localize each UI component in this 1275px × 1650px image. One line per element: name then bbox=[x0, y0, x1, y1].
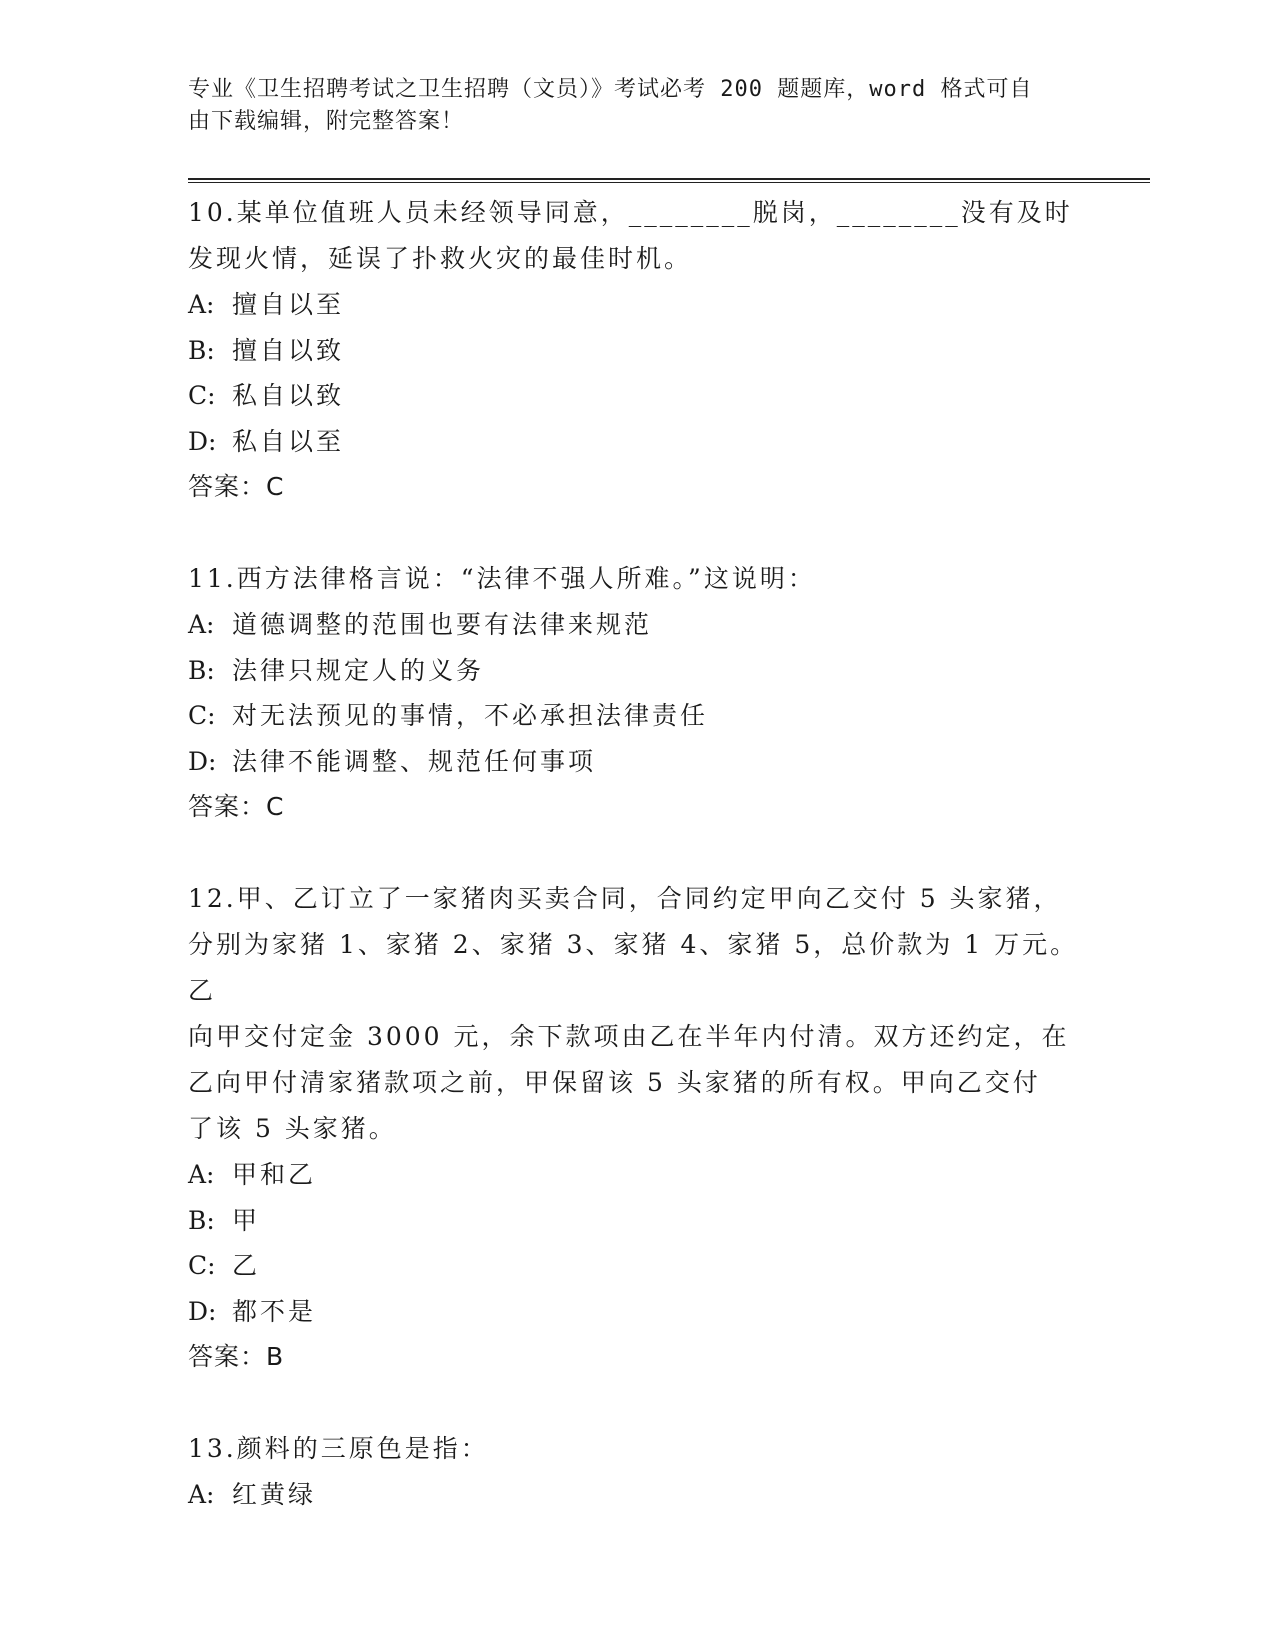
answer-key: 答案：C bbox=[188, 472, 285, 501]
option-label: C: bbox=[188, 701, 216, 730]
question-stem-line: 11.西方法律格言说：“法律不强人所难。”这说明： bbox=[188, 564, 816, 593]
header-line-2: 由下载编辑，附完整答案！ bbox=[188, 109, 465, 134]
option-text: 法律不能调整、规范任何事项 bbox=[232, 746, 597, 776]
option-label: A: bbox=[188, 1480, 215, 1509]
option-label: A: bbox=[188, 610, 215, 639]
answer-option bbox=[188, 648, 1088, 694]
question-stem-line: 13.颜料的三原色是指： bbox=[188, 1434, 489, 1463]
question-stem-line: 乙向甲付清家猪款项之前，甲保留该 5 头家猪的所有权。甲向乙交付 bbox=[188, 1068, 1041, 1097]
answer-option bbox=[188, 1472, 1088, 1518]
option-label: B: bbox=[188, 1205, 215, 1235]
option-label: C: bbox=[188, 381, 216, 410]
answer-key: 答案：B bbox=[188, 1342, 285, 1371]
answer-key: 答案：C bbox=[188, 792, 285, 821]
answer-option bbox=[188, 1243, 1088, 1289]
option-text: 乙 bbox=[232, 1251, 261, 1280]
question-stem-line: 分别为家猪 1、家猪 2、家猪 3、家猪 4、家猪 5，总价款为 1 万元。乙 bbox=[188, 930, 1079, 1005]
answer-option bbox=[188, 693, 1088, 739]
option-label: A: bbox=[188, 1160, 215, 1189]
answer-option bbox=[188, 373, 1088, 419]
option-text: 擅自以致 bbox=[232, 335, 345, 365]
question-stem-line: 向甲交付定金 3000 元，余下款项由乙在半年内付清。双方还约定，在 bbox=[188, 1022, 1070, 1051]
header-divider-thin bbox=[188, 182, 1150, 183]
option-text: 都不是 bbox=[232, 1296, 317, 1326]
answer-option bbox=[188, 328, 1088, 374]
option-text: 私自以至 bbox=[232, 426, 345, 456]
option-label: B: bbox=[188, 655, 215, 685]
question-spacer bbox=[188, 830, 1088, 876]
document-header bbox=[188, 74, 1088, 138]
header-line-1: 专业《卫生招聘考试之卫生招聘（文员）》考试必考 200 题题库，word 格式可自 bbox=[188, 77, 1033, 102]
option-text: 擅自以至 bbox=[232, 290, 345, 319]
question-stem-line: 12.甲、乙订立了一家猪肉买卖合同，合同约定甲向乙交付 5 头家猪， bbox=[188, 884, 1062, 913]
question-block bbox=[188, 556, 1088, 876]
option-text: 对无法预见的事情，不必承担法律责任 bbox=[232, 701, 709, 730]
option-text: 甲和乙 bbox=[232, 1160, 317, 1189]
question-spacer bbox=[188, 510, 1088, 556]
option-text: 法律只规定人的义务 bbox=[232, 655, 485, 685]
answer-option bbox=[188, 419, 1088, 465]
question-block bbox=[188, 190, 1088, 556]
option-label: B: bbox=[188, 335, 215, 365]
option-label: A: bbox=[188, 290, 215, 319]
answer-option bbox=[188, 282, 1088, 328]
option-text: 甲 bbox=[232, 1205, 261, 1235]
question-spacer bbox=[188, 1380, 1088, 1426]
option-text: 红黄绿 bbox=[232, 1480, 317, 1509]
option-label: D: bbox=[188, 1296, 217, 1326]
option-text: 道德调整的范围也要有法律来规范 bbox=[232, 610, 653, 639]
question-list bbox=[188, 190, 1088, 1518]
answer-option bbox=[188, 602, 1088, 648]
question-block bbox=[188, 1426, 1088, 1518]
answer-option bbox=[188, 1152, 1088, 1198]
question-stem-line: 了该 5 头家猪。 bbox=[188, 1114, 397, 1143]
option-label: D: bbox=[188, 746, 217, 776]
answer-option bbox=[188, 739, 1088, 785]
option-label: D: bbox=[188, 426, 217, 456]
answer-option bbox=[188, 1198, 1088, 1244]
question-block bbox=[188, 876, 1088, 1426]
option-label: C: bbox=[188, 1251, 216, 1280]
question-stem-line: 发现火情，延误了扑救火灾的最佳时机。 bbox=[188, 244, 693, 273]
question-stem-line: 10.某单位值班人员未经领导同意，________脱岗，________没有及时 bbox=[188, 198, 1073, 227]
header-divider-thick bbox=[188, 178, 1150, 180]
option-text: 私自以致 bbox=[232, 381, 345, 410]
answer-option bbox=[188, 1289, 1088, 1335]
